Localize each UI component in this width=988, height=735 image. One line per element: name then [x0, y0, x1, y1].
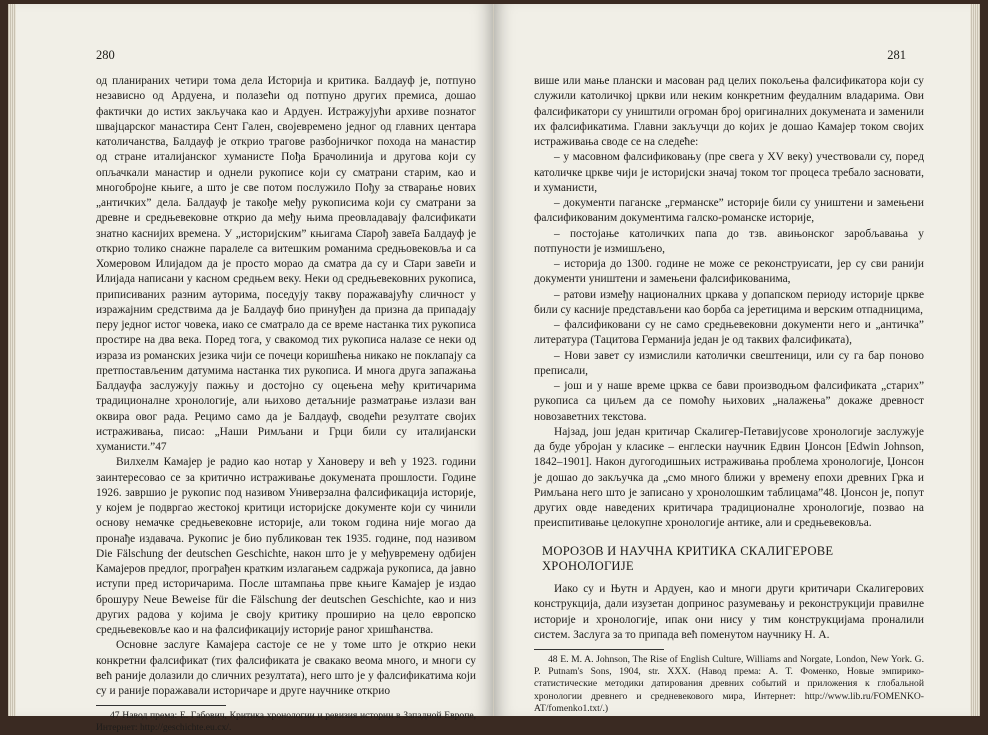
list-item: – Нови завет су измислили католички свештеници, или су га бар поново преписали, — [534, 349, 924, 377]
paragraph: Основне заслуге Камајера састоје се не у томе што је открио неки конкретни фалсификат (тих фалсификата је свакако веома много, и многи су већ раније долазили до сличних резултата), него што је у фалсификатима који су и раније поражавали историчаре и друге научнике открио — [96, 639, 476, 697]
left-text-column — [96, 74, 476, 735]
list-item: – у масовном фалсификовању (пре свега у XV веку) учествовали су, поред католичке цркве чији је историјски значај током тог процеса требало засновати, и хуманисти, — [534, 151, 924, 194]
book-spread — [8, 4, 980, 734]
footnote-rule — [534, 649, 664, 650]
list-item: – документи паганске „германске” историје били су уништени и замењени фалсификованим документима галско-романске историје, — [534, 197, 924, 225]
page-edge-left — [8, 4, 16, 716]
right-text-column — [534, 74, 924, 715]
page-number-left: 280 — [96, 48, 115, 62]
footnote-47: 47 Навод према: Е. Габович, Критика хронологии и ревизия истории в Западной Европе, Интернет: http://geschichte.eu.cx/. — [96, 710, 476, 734]
right-page — [494, 4, 980, 716]
page-number-right: 281 — [887, 48, 906, 62]
paragraph: од планираних четири тома дела Историја и критика. Балдауф је, потпуно независно од Ардуена, и полазећи од потпуно других премиса, дошао фактички до истих закључака као и Ардуен. Истражујући архиве познатог швајцарског манастира Сент Гален, својевремено једног од главних центара католичанства, Балдауф је открио трагове разбојничког похода на манастир од стране италијанског хуманисте Пођа Брачолинија и другова који су опљачкали манастир и однели рукописе који су сматрани старим, као и многобројне књиге, а што је све потом послужило Пођу за стварање нових „античких” дела. Балдауф је такође међу рукописима који су сматрани за древне и средњевековне открио да међу њима преовладавају фалсификати знатно каснијих времена. У „историјским” књигама Сīарођ завеīа Балдауф је открио толико снажне паралеле са витешким романима средњовековља и са Хомеровом Илијадом да је просто морао да сматра да су и Сīари завеīи и Илијада написани у касном средњем веку. Неки од средњевековних рукописа, приписиваних разним ауторима, поседују такву поражавајућу сличност у изражајним средствима да је Балдауф био принуђен да призна да припадају перу једног истог човека, иако се сматрало да се време настанка тих рукописа простире на два века. Поред тога, у свакомод тих рукописа налазе се неки од израза из романских језика чији се почеци коришћења никако не поклапају са претпостављеним датумима настанка тих рукописа. И многа друга запажања Балдауфа заслужују пажњу и достојно су оцењена међу критичарима традиционалне хронологије, али њихово детаљније разматрање излази ван оквира овог рада. Рецимо само да је Балдауф, сводећи резултате својих истраживања, писао: „Наши Римљани и Грци били су италијански хуманисти.”47 — [96, 75, 476, 453]
paragraph: Најзад, још један критичар Скалигер-Петавијусове хронологије заслужује да буде убројан у класике – енглески научник Едвин Џонсон [Edwin Johnson, 1842–1901]. Након дугогодишњих истраживања проблема хронологије, Џонсон је дошао до закључка да „смо много ближи у времену епохи древних Грка и Римљана него што је записано у хронолошким таблицама”48. Џонсон је, попут других овде наведених критичара традиционалне хронологије, позвао на преиспитивање целокупне хронологије антике, али и средњевековља. — [534, 425, 924, 530]
list-item: – фалсификовани су не само средњевековни документи него и „античка” литература (Тацитова Германија један је од таквих фалсификата), — [534, 319, 924, 347]
paragraph: више или мање плански и масован рад целих покољења фалсификатора који су служили католичкој цркви или неким конкретним феудалним владарима. Ови фалсификатори су уништили огроман број оригиналних докумената и заменили их фалсификатима. Главни закључци до којих је дошао Камајер током својих истраживања своде се на следеће: — [534, 75, 924, 148]
section-heading: МОРОЗОВ И НАУЧНА КРИТИКА СКАЛИГЕРОВЕ ХРОНОЛОГИЈЕ — [542, 543, 834, 573]
list-item: – ратови између националних цркава у допапском периоду историје цркве били су касније представљени као борба са јеретицима и верским отпадницима, — [534, 288, 924, 316]
paragraph: Иако су и Њутн и Ардуен, као и многи други критичари Скалигерових конструкција, дали изузетан допринос разумевању и реконструкцији правилне историје и хронологије, ипак они нису у тим конструкцијама проналили систем. Заслуга за то припада већ поменутом научнику Н. А. — [534, 583, 924, 641]
footnote-rule — [96, 705, 226, 706]
left-page — [8, 4, 494, 734]
page-edge-right — [970, 4, 980, 716]
list-item: – историја до 1300. године не може се реконструисати, јер су сви ранији документи уништени и замењени фалсификованима, — [534, 258, 924, 286]
footnote-48: 48 Е. M. A. Johnson, The Rise of English Culture, Williams and Norgate, London, New York. G. P. Putnam's Sons, 1904, str. XXX. (Навод према: А. Т. Фоменко, Новые эмпирико-статистические методики датирования древних событий и приложения к глобальной хронологии древнего и средневекового мира, Интернет: http://www.lib.ru/FOMENKO-AT/fomenko1.txt/.) — [534, 654, 924, 714]
paragraph: Вилхелм Камајер је радио као нотар у Хановеру и већ у 1923. години заинтересовао се за критично истраживање докумената прошлости. Године 1926. завршио је рукопис под називом Универзална фалсификација историје, у којем је подвргао жестокој критици историјске документе који су чинили основу немачке средњевековне историје, али током година није могао да пронађе издавача. Рукопис је био публикован тек 1935. године, под називом Die Fälschung der deutschen Geschichte, након што је у међувремену одбијен Камајеров предлог, прогрaђен кратким излагањем садржаја рукописа, да јавно иступи пред историчарима. После штампања прве књиге Камајер је издао брошуру Neue Beweise für die Fälschung der deutschen Geschichte, као и низ других радова у којима је своју критику проширио на цело европско средњевековље као и на фалсификацију историје раног хришћанства. — [96, 456, 476, 636]
list-item: – још и у наше време црква се бави производњом фалсификата „старих” рукописа са циљем да се помоћу њихових „налажења” докаже древност новозаветних текстова. — [534, 380, 924, 423]
list-item: – постојање католичких папа до тзв. авињонског заробљавања у потпуности је измишљено, — [534, 227, 924, 255]
